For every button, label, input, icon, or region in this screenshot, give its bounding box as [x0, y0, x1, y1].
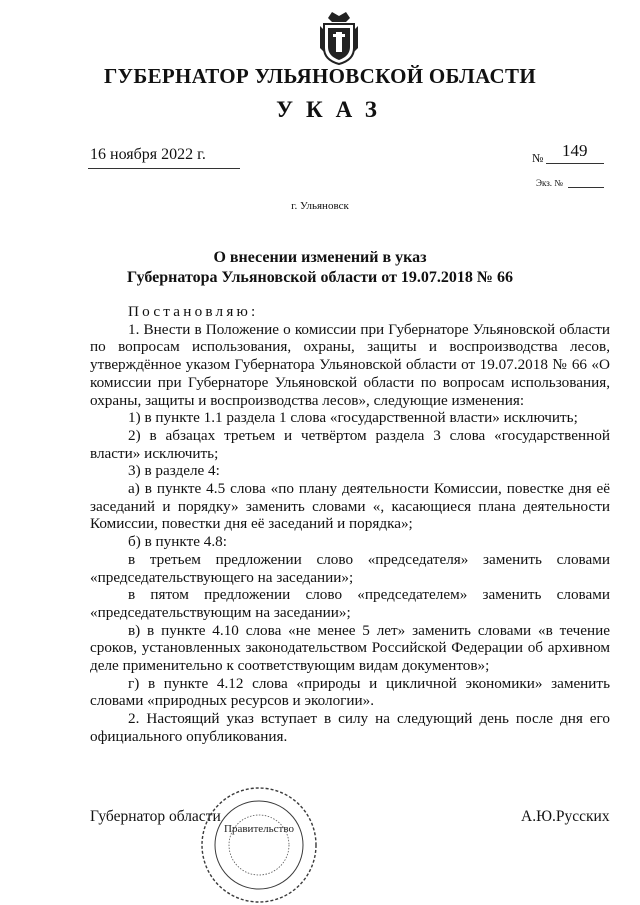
item-a: а) в пункте 4.5 слова «по плану деятельности Комиссии, повестке дня её заседаний и порядку» заменить словами «, касающиеся плана деятельности Комиссии, повестки дня её заседаний и порядка»;	[90, 480, 610, 533]
signatory-name: А.Ю.Русских	[521, 808, 610, 825]
paragraph-2: 2. Настоящий указ вступает в силу на следующий день после дня его официального опубликования.	[90, 710, 610, 745]
item-b-sentence-3: в третьем предложении слово «председателя» заменить словами «председательствующего на заседании»;	[90, 550, 610, 586]
number-label: №	[532, 151, 544, 165]
number-underline	[546, 163, 604, 164]
issuing-authority: ГУБЕРНАТОР УЛЬЯНОВСКОЙ ОБЛАСТИ	[104, 64, 536, 88]
signatory-title: Губернатор области	[90, 808, 221, 825]
document-body	[90, 303, 610, 746]
copy-number-label: Экз. №	[536, 178, 563, 188]
title-line-1: О внесении изменений в указ	[213, 249, 427, 266]
official-seal-stamp	[199, 785, 319, 905]
date-underline	[88, 168, 240, 169]
document-title	[0, 248, 640, 288]
intro-paragraph: Постановляю:	[128, 303, 259, 320]
city: г. Ульяновск	[291, 200, 349, 212]
title-line-2: Губернатора Ульяновской области от 19.07.2018 № 66	[127, 269, 513, 286]
seal-text: Правительство	[224, 823, 294, 835]
paragraph-1: 1. Внести в Положение о комиссии при Губернаторе Ульяновской области по вопросам использования, охраны, защиты и воспроизводства лесов, утверждённое указом Губернатора Ульяновской области от 19.07.2018 № 66 «О комиссии при Губернаторе Ульяновской области по вопросам использования, охраны, защиты и воспроизводства лесов», следующие изменения:	[90, 320, 610, 409]
item-g: г) в пункте 4.12 слова «природы и цикличной экономики» заменить словами «природных ресурсов и экологии».	[90, 674, 610, 710]
subparagraph-1: 1) в пункте 1.1 раздела 1 слова «государственной власти» исключить;	[128, 409, 578, 427]
subparagraph-3: 3) в разделе 4:	[128, 462, 220, 480]
item-b: б) в пункте 4.8:	[128, 533, 227, 551]
copy-number-underline	[568, 187, 604, 188]
subparagraph-2: 2) в абзацах третьем и четвёртом раздела 3 слова «государственной власти» исключить;	[90, 426, 610, 462]
document-date: 16 ноября 2022 г.	[90, 146, 206, 163]
item-v: в) в пункте 4.10 слова «не менее 5 лет» заменить словами «в течение сроков, установленных законодательством Российской Федерации об архивном деле применительно к соответствующим видам документов»;	[90, 621, 610, 675]
document-number: 149	[562, 141, 588, 160]
document-type: УКАЗ	[276, 97, 390, 122]
item-b-sentence-5: в пятом предложении слово «председателем» заменить словами «председательствующим на заседании»;	[90, 586, 610, 621]
coat-of-arms-emblem	[318, 8, 360, 66]
